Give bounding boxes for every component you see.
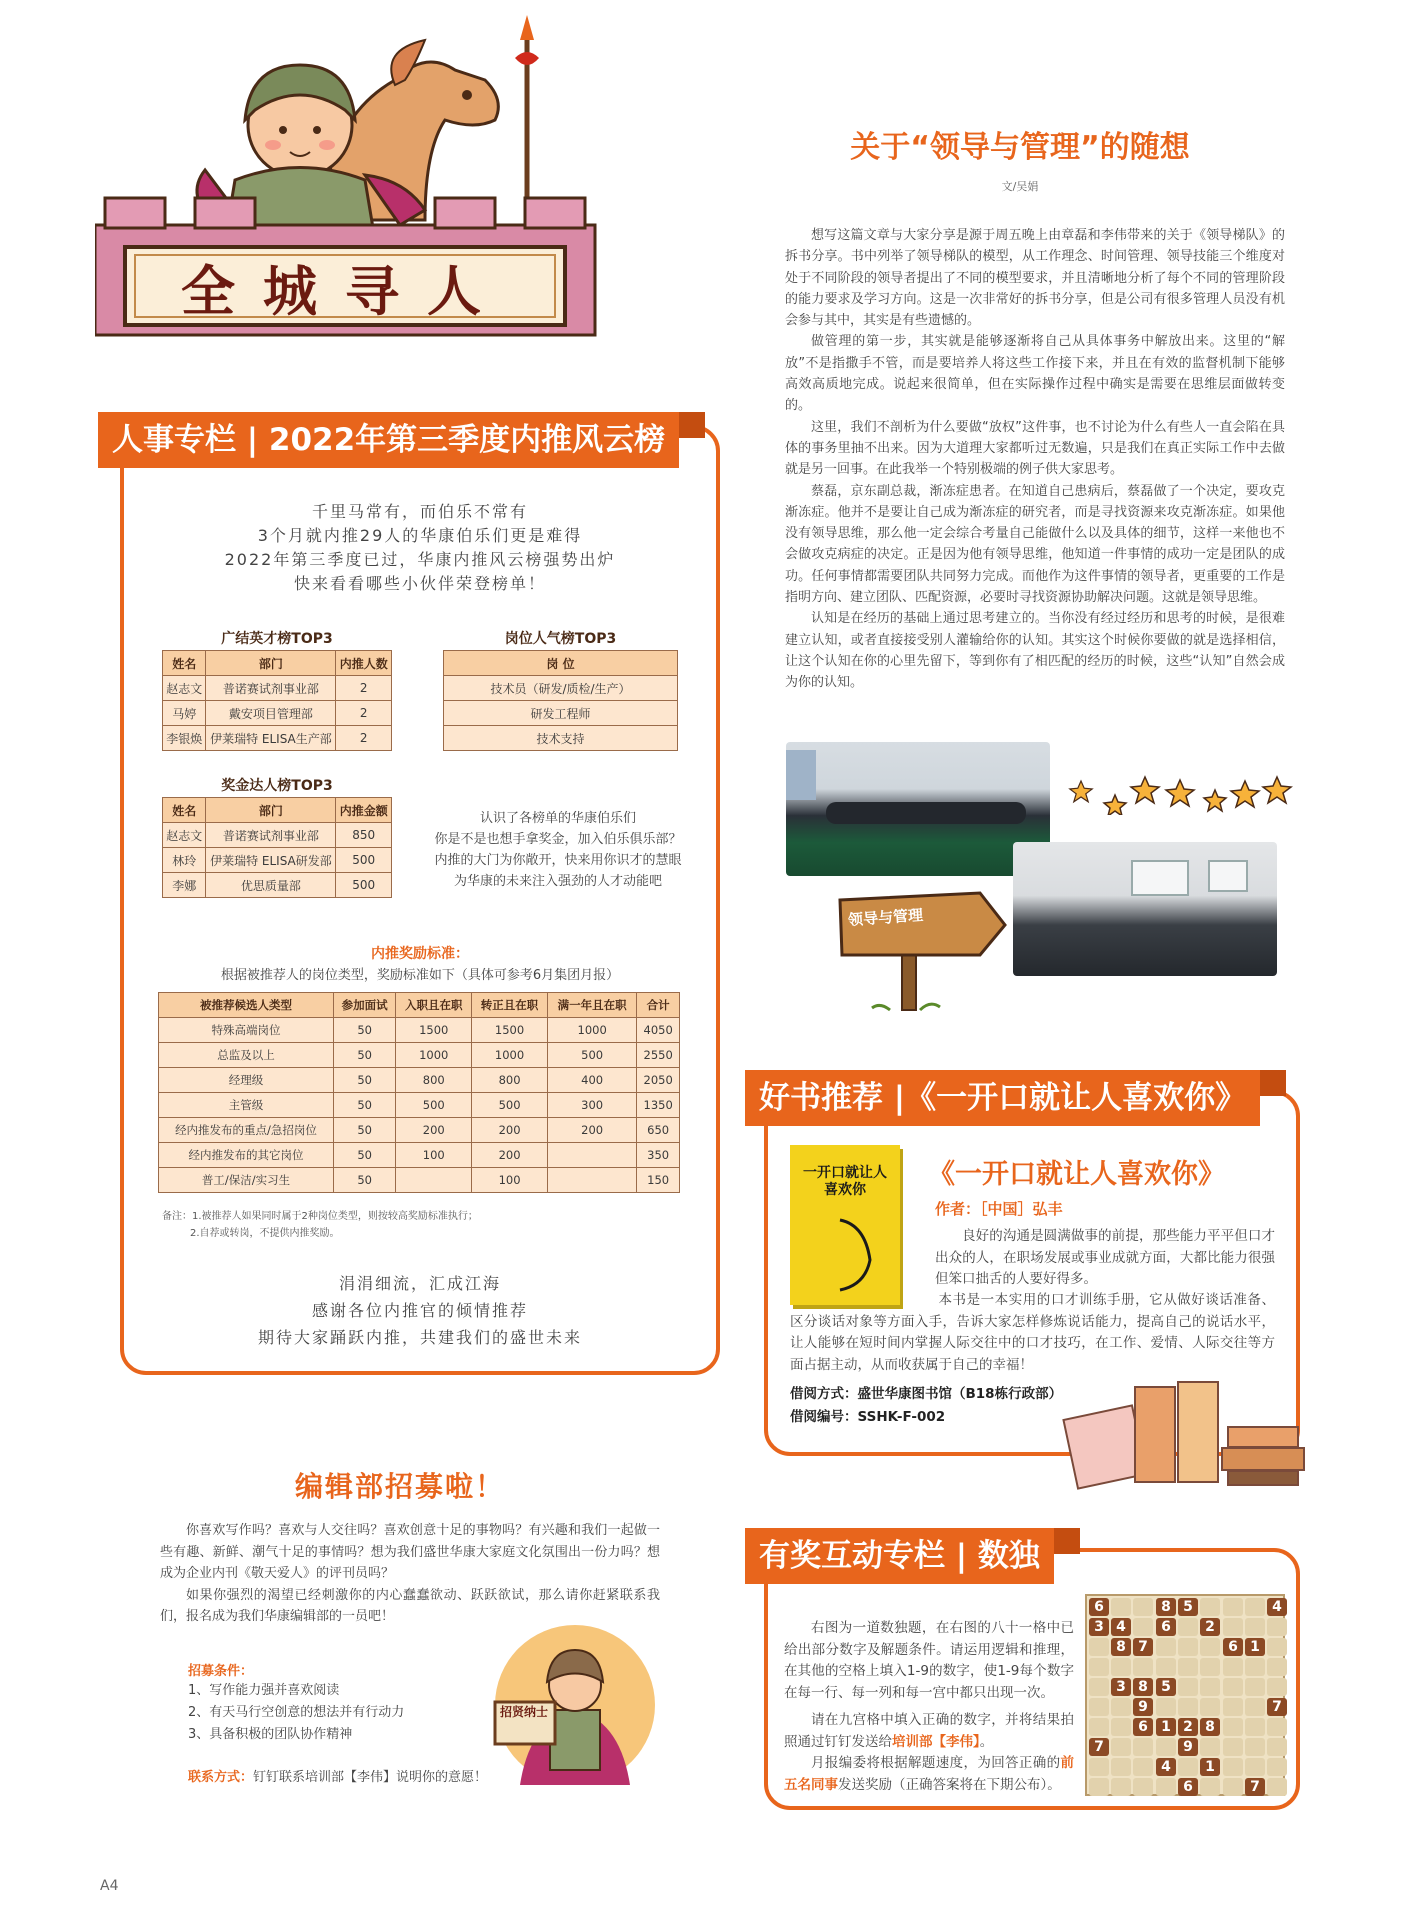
sudoku-given-cell: 8 (1133, 1678, 1153, 1696)
reward-standard-table (158, 992, 680, 1193)
article-paragraph: 蔡磊，京东副总裁，渐冻症患者。在知道自己患病后，蔡磊做了一个决定，要攻克渐冻症。他并不是要让自己成为渐冻症的研究者，而是寻找资源来攻克渐冻症。如果他没有领导思维，那么他一定会综合考量自己能做什么以及具体的细节，这样一来他也不会做攻克病症的决定。正是因为他有领导思维，他知道一件事情的成功一定是团队的成功。任何事情都需要团队共同努力完成。而他作为这件事情的领导者，更重要的工作是指明方向、建立团队、匹配资源，必要时寻找资源协助解决问题。这就是领导思维。 (785, 483, 1285, 606)
intro-line: 2022年第三季度已过，华康内推风云榜强势出炉 (224, 550, 616, 569)
top-recruiters-table (162, 650, 392, 751)
table-header-row (163, 651, 392, 676)
sudoku-empty-cell[interactable] (1223, 1678, 1243, 1696)
intro-line: 快来看看哪些小伙伴荣登榜单！ (293, 574, 546, 593)
sudoku-empty-cell[interactable] (1111, 1758, 1131, 1776)
sudoku-empty-cell[interactable] (1245, 1718, 1265, 1736)
recruit-conditions-title: 招募条件： (188, 1664, 254, 1679)
meeting-photo-1 (786, 742, 1050, 876)
intro-line: 千里马常有，而伯乐不常有 (311, 502, 528, 521)
book-author: 作者：［中国］弘丰 (935, 1200, 1063, 1218)
sudoku-empty-cell[interactable] (1200, 1598, 1220, 1616)
sudoku-empty-cell[interactable] (1200, 1678, 1220, 1696)
sudoku-empty-cell[interactable] (1245, 1618, 1265, 1636)
col-header: 岗 位 (444, 651, 678, 676)
borrow-method: 借阅方式：盛世华康图书馆（B18栋行政部） (790, 1386, 1063, 1402)
article-author: 文/吴娟 (1001, 180, 1039, 193)
reward-subtitle: 根据被推荐人的岗位类型，奖励标准如下（具体可参考6月集团月报） (220, 968, 620, 983)
table-row: 赵志文 普诺赛试剂事业部 850 (163, 823, 392, 848)
list-item: 2、有天马行空创意的想法并有行动力 (188, 1705, 405, 1720)
table-row: 特殊高端岗位 50 1500 1500 1000 4050 (159, 1018, 680, 1043)
sudoku-empty-cell[interactable] (1178, 1758, 1198, 1776)
borrow-number: 借阅编号：SSHK-F-002 (790, 1409, 946, 1425)
book-cover (790, 1145, 900, 1305)
sudoku-empty-cell[interactable] (1267, 1618, 1287, 1636)
table-row: 普工/保洁/实习生 50 100 150 (159, 1168, 680, 1193)
sudoku-empty-cell[interactable] (1111, 1738, 1131, 1756)
sudoku-empty-cell[interactable] (1111, 1598, 1131, 1616)
table-row: 技术支持 (444, 726, 678, 751)
article-title: 关于“领导与管理”的随想 (850, 130, 1190, 165)
sudoku-empty-cell[interactable] (1200, 1638, 1220, 1656)
reward-title: 内推奖励标准： (371, 946, 469, 962)
side-message: 认识了各榜单的华康伯乐们 你是不是也想手拿奖金，加入伯乐俱乐部？ 内推的大门为你敞开，快来用你识才的慧眼 为华康的未来注入强劲的人才动能吧 (434, 811, 682, 889)
book-desc-2: 本书是一本实用的口才训练手册，它从做好谈话准备、区分谈话对象等方面入手，告诉大家怎样修炼说话能力，提高自己的说话水平，让人能够在短时间内掌握人际交往中的口才技巧，在工作、爱情、人际交往等方面占据主动，从而收获属于自己的幸福！ (790, 1292, 1275, 1373)
table-row: 总监及以上 50 1000 1000 500 2550 (159, 1043, 680, 1068)
sudoku-given-cell: 6 (1223, 1638, 1243, 1656)
sudoku-empty-cell[interactable] (1245, 1758, 1265, 1776)
bonus-leaders-table (162, 797, 392, 898)
sudoku-given-cell: 8 (1200, 1718, 1220, 1736)
sudoku-empty-cell[interactable] (1111, 1698, 1131, 1716)
sudoku-empty-cell[interactable] (1178, 1618, 1198, 1636)
sudoku-empty-cell[interactable] (1200, 1778, 1220, 1796)
sudoku-empty-cell[interactable] (1245, 1678, 1265, 1696)
list-item: 3、具备积极的团队协作精神 (188, 1727, 353, 1742)
table-row: 主管级 50 500 500 300 1350 (159, 1093, 680, 1118)
sudoku-given-cell: 4 (1156, 1758, 1176, 1776)
hr-section-header: 人事专栏 | 2022年第三季度内推风云榜 (98, 412, 679, 468)
page-number: A4 (100, 1878, 119, 1894)
sudoku-empty-cell[interactable] (1245, 1658, 1265, 1676)
sudoku-empty-cell[interactable] (1267, 1758, 1287, 1776)
sudoku-given-cell: 3 (1089, 1618, 1109, 1636)
sudoku-empty-cell[interactable] (1089, 1658, 1109, 1676)
list-item: 1、写作能力强并喜欢阅读 (188, 1683, 340, 1698)
sudoku-instructions: 右图为一道数独题，在右图的八十一格中已给出部分数字及解题条件。请运用逻辑和推理，在其他的空格上填入1-9的数字，使1-9每个数字在每一行、每一列和每一宫中都只出现一次。 请在九宫格中填入正确的数字，并将结果拍照通过钉钉发送给培训部【李伟】。 月报编委将根据解题速度，为回答正确的前五名同事发送奖励（正确答案将在下期公布）。 (784, 1620, 1074, 1793)
sudoku-empty-cell[interactable] (1089, 1758, 1109, 1776)
sudoku-given-cell: 1 (1156, 1718, 1176, 1736)
table-row: 经内推发布的重点/急招岗位 50 200 200 200 650 (159, 1118, 680, 1143)
sudoku-empty-cell[interactable] (1133, 1738, 1153, 1756)
book-section-header: 好书推荐 |《一开口就让人喜欢你》 (745, 1070, 1260, 1126)
editorial-body: 你喜欢写作吗？喜欢与人交往吗？喜欢创意十足的事物吗？有兴趣和我们一起做一些有趣、新鲜、潮气十足的事情吗？想为我们盛世华康大家庭文化氛围出一份力吗？想成为企业内刊《敬天爱人》的评刊员吗？ 如果你强烈的渴望已经刺激你的内心蠢蠢欲动、跃跃欲试，那么请你赶紧联系我们，报名成为我们华康编辑部的一员吧！ (160, 1523, 660, 1624)
editorial-title: 编辑部招募啦！ (294, 1470, 505, 1503)
sudoku-given-cell: 7 (1267, 1698, 1287, 1716)
sudoku-empty-cell[interactable] (1133, 1598, 1153, 1616)
table-row: 技术员（研发/质检/生产） (444, 676, 678, 701)
table1-title: 广结英才榜TOP3 (221, 631, 333, 647)
sudoku-empty-cell[interactable] (1156, 1738, 1176, 1756)
books-stack-illustration (1050, 1372, 1310, 1492)
sudoku-empty-cell[interactable] (1223, 1658, 1243, 1676)
sudoku-empty-cell[interactable] (1133, 1658, 1153, 1676)
book-desc-1: 良好的沟通是圆满做事的前提，那些能力平平但口才出众的人，在职场发展或事业成就方面，大都比能力很强但笨口拙舌的人要好得多。 (935, 1228, 1275, 1287)
sudoku-given-cell: 4 (1267, 1598, 1287, 1616)
sudoku-section-header: 有奖互动专栏 | 数独 (745, 1528, 1054, 1584)
sudoku-given-cell: 5 (1178, 1598, 1198, 1616)
sudoku-empty-cell[interactable] (1267, 1658, 1287, 1676)
sudoku-empty-cell[interactable] (1178, 1698, 1198, 1716)
table-row: 赵志文 普诺赛试剂事业部 2 (163, 676, 392, 701)
col-header: 部门 (206, 651, 336, 676)
recruit-conditions (188, 1680, 404, 1746)
recruit-sign: 招贤纳士 (499, 1705, 548, 1719)
sudoku-empty-cell[interactable] (1178, 1678, 1198, 1696)
sudoku-grid[interactable] (1085, 1594, 1285, 1796)
sudoku-empty-cell[interactable] (1223, 1618, 1243, 1636)
sudoku-given-cell: 6 (1156, 1618, 1176, 1636)
closing-message: 涓涓细流，汇成江海 感谢各位内推官的倾情推荐 期待大家踊跃内推，共建我们的盛世未来 (257, 1274, 582, 1347)
table-row: 林玲 伊莱瑞特 ELISA研发部 500 (163, 848, 392, 873)
table-header-row: 姓名 部门 内推金额 (163, 798, 392, 823)
sudoku-empty-cell[interactable] (1089, 1718, 1109, 1736)
sudoku-empty-cell[interactable] (1267, 1778, 1287, 1796)
sudoku-empty-cell[interactable] (1200, 1658, 1220, 1676)
sudoku-empty-cell[interactable] (1223, 1718, 1243, 1736)
sudoku-empty-cell[interactable] (1178, 1658, 1198, 1676)
sudoku-given-cell: 8 (1156, 1598, 1176, 1616)
book-cover-title: 一开口就让人喜欢你 (803, 1165, 887, 1198)
sudoku-given-cell: 7 (1133, 1638, 1153, 1656)
intro-line: 3个月就内推29人的华康伯乐们更是难得 (257, 526, 583, 545)
sudoku-given-cell: 9 (1178, 1738, 1198, 1756)
sudoku-empty-cell[interactable] (1200, 1698, 1220, 1716)
sudoku-empty-cell[interactable] (1111, 1658, 1131, 1676)
sudoku-empty-cell[interactable] (1267, 1678, 1287, 1696)
article-paragraph: 这里，我们不剖析为什么要做“放权”这件事，也不讨论为什么有些人一直会陷在具体的事务里抽不出来。因为大道理大家都听过无数遍，只是我们在真正实际工作中去做就是另一回事。在此我举一个特别极端的例子供大家思考。 (785, 419, 1285, 478)
sudoku-empty-cell[interactable] (1245, 1738, 1265, 1756)
sudoku-given-cell: 9 (1133, 1698, 1153, 1716)
sudoku-empty-cell[interactable] (1200, 1738, 1220, 1756)
sudoku-given-cell: 6 (1178, 1778, 1198, 1796)
article-paragraph: 做管理的第一步，其实就是能够逐渐将自己从具体事务中解放出来。这里的“解放”不是指撒手不管，而是要培养人将这些工作接下来，并且在有效的监督机制下能够高效高质地完成。说起来很简单，但在实际操作过程中确实是需要在思维层面做转变的。 (785, 334, 1285, 414)
sudoku-given-cell: 2 (1200, 1618, 1220, 1636)
sudoku-empty-cell[interactable] (1223, 1738, 1243, 1756)
col-header: 内推人数 (336, 651, 392, 676)
sudoku-given-cell: 6 (1133, 1718, 1153, 1736)
sudoku-empty-cell[interactable] (1133, 1618, 1153, 1636)
hr-intro (180, 500, 660, 596)
sudoku-empty-cell[interactable] (1089, 1698, 1109, 1716)
sudoku-empty-cell[interactable] (1133, 1778, 1153, 1796)
sudoku-empty-cell[interactable] (1267, 1738, 1287, 1756)
reward-notes: 备注：1.被推荐人如果同时属于2种岗位类型，则按较高奖励标准执行； 2.自荐或转岗，不提供内推奖励。 (162, 1211, 478, 1239)
sudoku-empty-cell[interactable] (1223, 1758, 1243, 1776)
table3-title: 奖金达人榜TOP3 (221, 778, 333, 794)
meeting-photo-2 (1013, 842, 1277, 976)
table-row: 研发工程师 (444, 701, 678, 726)
sudoku-empty-cell[interactable] (1089, 1778, 1109, 1796)
sudoku-empty-cell[interactable] (1223, 1778, 1243, 1796)
popular-positions-table (443, 650, 678, 751)
sudoku-empty-cell[interactable] (1156, 1778, 1176, 1796)
table-row: 经理级 50 800 800 400 2050 (159, 1068, 680, 1093)
col-header: 姓名 (163, 651, 206, 676)
article-body (785, 225, 1285, 694)
signpost-label: 领导与管理 (847, 905, 924, 930)
article-paragraph: 认知是在经历的基础上通过思考建立的。当你没有经过经历和思考的时候，是很难建立认知，或者直接接受别人灌输给你的认知。其实这个时候你要做的就是选择相信，让这个认知在你的心里先留下，等到你有了相匹配的经历的时候，这些“认知”自然会成为你的认知。 (785, 611, 1285, 691)
sudoku-empty-cell[interactable] (1223, 1698, 1243, 1716)
sudoku-empty-cell[interactable] (1089, 1678, 1109, 1696)
contact-line: 联系方式：钉钉联系培训部【李伟】说明你的意愿！ (188, 1770, 488, 1785)
sudoku-empty-cell[interactable] (1133, 1758, 1153, 1776)
table-row: 经内推发布的其它岗位 50 100 200 350 (159, 1143, 680, 1168)
sudoku-given-cell: 1 (1245, 1638, 1265, 1656)
sudoku-given-cell: 7 (1089, 1738, 1109, 1756)
sudoku-empty-cell[interactable] (1156, 1658, 1176, 1676)
sudoku-given-cell: 3 (1111, 1678, 1131, 1696)
sudoku-given-cell: 2 (1178, 1718, 1198, 1736)
sudoku-empty-cell[interactable] (1223, 1598, 1243, 1616)
sudoku-given-cell: 1 (1200, 1758, 1220, 1776)
sudoku-given-cell: 6 (1089, 1598, 1109, 1616)
sudoku-empty-cell[interactable] (1267, 1638, 1287, 1656)
sudoku-empty-cell[interactable] (1089, 1638, 1109, 1656)
sudoku-empty-cell[interactable] (1156, 1698, 1176, 1716)
table-row: 李娜 优思质量部 500 (163, 873, 392, 898)
table-row: 李银焕 伊莱瑞特 ELISA生产部 2 (163, 726, 392, 751)
table-row: 马婷 戴安项目管理部 2 (163, 701, 392, 726)
table2-title: 岗位人气榜TOP3 (504, 631, 617, 647)
sudoku-empty-cell[interactable] (1245, 1598, 1265, 1616)
sudoku-given-cell: 8 (1111, 1638, 1131, 1656)
sudoku-empty-cell[interactable] (1178, 1638, 1198, 1656)
sudoku-empty-cell[interactable] (1111, 1718, 1131, 1736)
sudoku-given-cell: 4 (1111, 1618, 1131, 1636)
sudoku-given-cell: 5 (1156, 1678, 1176, 1696)
sudoku-empty-cell[interactable] (1267, 1718, 1287, 1736)
sudoku-empty-cell[interactable] (1245, 1698, 1265, 1716)
sudoku-given-cell: 7 (1245, 1778, 1265, 1796)
table-header-row: 被推荐候选人类型 参加面试 入职且在职 转正且在职 满一年且在职 合计 (159, 993, 680, 1018)
sudoku-empty-cell[interactable] (1111, 1778, 1131, 1796)
stars-decoration (1065, 765, 1295, 815)
sudoku-empty-cell[interactable] (1156, 1638, 1176, 1656)
banner-title: 全城寻人 (181, 259, 509, 323)
article-paragraph: 想写这篇文章与大家分享是源于周五晚上由章磊和李伟带来的关于《领导梯队》的拆书分享。书中列举了领导梯队的模型，从工作理念、时间管理、领导技能三个维度对处于不同阶段的领导者提出了不同的模型要求，并且清晰地分析了每个不同的管理阶段的能力要求及学习方向。这是一次非常好的拆书分享，但是公司有很多管理人员没有机会参与其中，其实是有些遗憾的。 (785, 228, 1285, 329)
book-title: 《一开口就让人喜欢你》 (928, 1159, 1225, 1190)
